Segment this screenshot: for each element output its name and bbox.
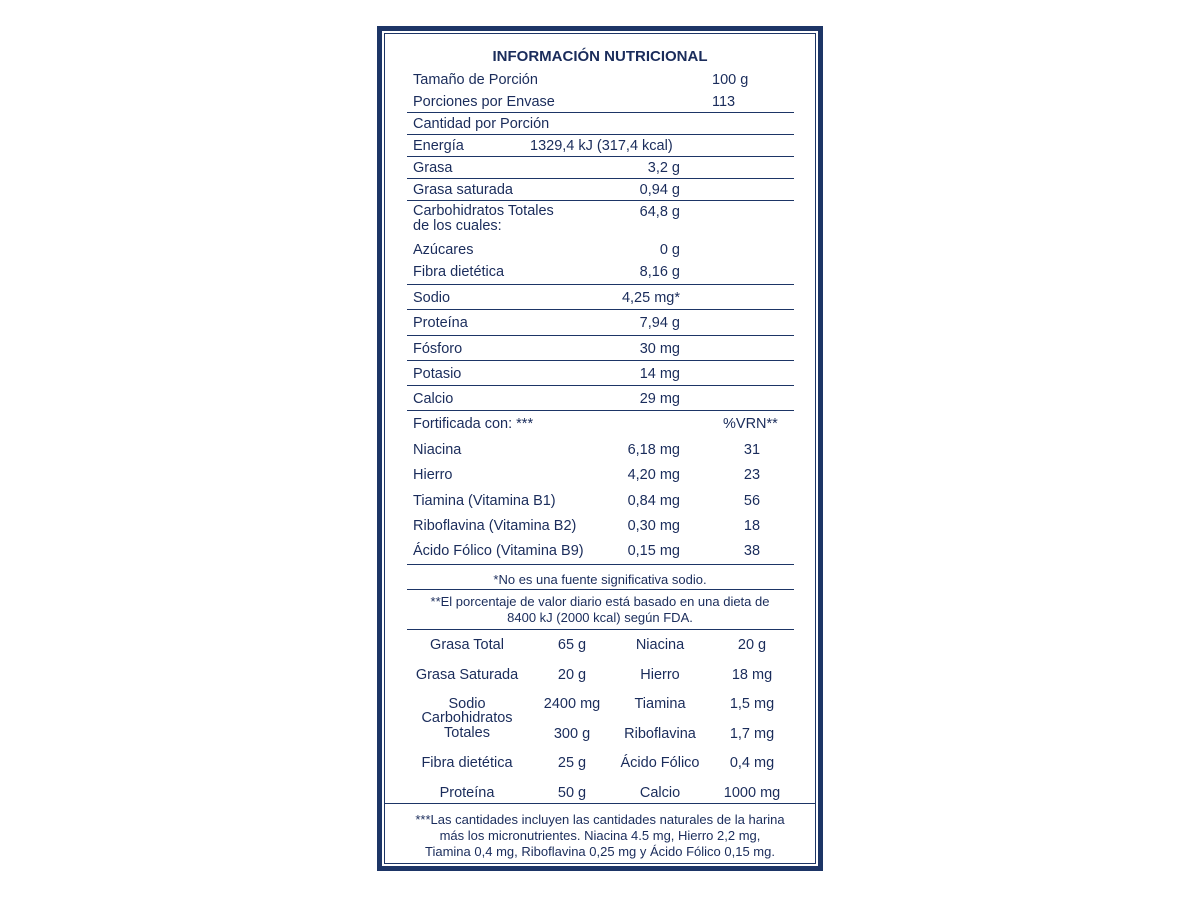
nutrient-value: 7,94 g [639, 315, 680, 331]
ref-nutrient-name: Hierro [640, 667, 680, 683]
fortified-item-value: 0,84 mg [627, 493, 680, 509]
serving-size-label: Tamaño de Porción [413, 72, 538, 88]
divider [407, 200, 794, 201]
ref-nutrient-name: Proteína [439, 785, 495, 801]
fortified-item-label: Ácido Fólico (Vitamina B9) [413, 543, 584, 559]
fortified-item-vrn: 23 [743, 467, 761, 483]
nutrient-label: Carbohidratos Totales [413, 203, 554, 219]
nutrient-label: Potasio [413, 366, 462, 382]
fortified-item-value: 0,30 mg [627, 518, 680, 534]
amount-per-serving: Cantidad por Porción [413, 116, 550, 132]
ref-nutrient-value: 20 g [557, 667, 587, 683]
ref-nutrient-value: 18 mg [731, 667, 773, 683]
divider [407, 134, 794, 135]
nutrient-value: 64,8 g [639, 204, 680, 220]
fortified-item-value: 6,18 mg [627, 442, 680, 458]
panel-title: INFORMACIÓN NUTRICIONAL [492, 48, 708, 65]
fortified-item-vrn: 18 [743, 518, 761, 534]
daily-value-note-line1: **El porcentaje de valor diario está basado en una dieta de [430, 594, 770, 609]
fortified-item-vrn: 38 [743, 543, 761, 559]
nutrient-label: Fibra dietética [413, 264, 505, 280]
divider [407, 385, 794, 386]
ref-nutrient-name: Tiamina [634, 696, 686, 712]
ref-nutrient-name: Riboflavina [624, 726, 696, 742]
ref-nutrient-name: Carbohidratos [421, 710, 513, 726]
fortified-item-label: Tiamina (Vitamina B1) [413, 493, 556, 509]
nutrient-sublabel: de los cuales: [413, 218, 502, 234]
vrn-header: %VRN** [723, 416, 778, 432]
nutrition-facts-panel [377, 26, 823, 871]
footnote-line2: más los micronutrientes. Niacina 4.5 mg, Hierro 2,2 mg, [439, 828, 761, 843]
ref-nutrient-value: 65 g [557, 637, 587, 653]
nutrient-value: 14 mg [639, 366, 680, 382]
nutrient-label: Sodio [413, 290, 451, 306]
ref-nutrient-name: Fibra dietética [421, 755, 513, 771]
nutrient-label: Grasa [413, 160, 453, 176]
fortified-item-vrn: 31 [743, 442, 761, 458]
nutrient-value: 0 g [659, 242, 680, 258]
fortified-item-label: Riboflavina (Vitamina B2) [413, 518, 577, 534]
ref-nutrient-value: 1,7 mg [729, 726, 775, 742]
divider [407, 178, 794, 179]
nutrient-value: 3,2 g [647, 160, 680, 176]
divider [407, 589, 794, 590]
divider [407, 564, 794, 565]
fortified-item-label: Niacina [413, 442, 462, 458]
ref-nutrient-value: 2400 mg [543, 696, 601, 712]
nutrient-value: 0,94 g [639, 182, 680, 198]
ref-nutrient-name: Sodio [448, 696, 486, 712]
ref-nutrient-value: 25 g [557, 755, 587, 771]
divider [407, 335, 794, 336]
divider [407, 410, 794, 411]
energy-value: 1329,4 kJ (317,4 kcal) [530, 138, 673, 154]
fortified-item-vrn: 56 [743, 493, 761, 509]
ref-nutrient-name: Niacina [635, 637, 685, 653]
fortified-item-label: Hierro [413, 467, 453, 483]
fortified-item-value: 4,20 mg [627, 467, 680, 483]
nutrient-label: Proteína [413, 315, 468, 331]
servings-per-pack-value: 113 [712, 94, 736, 110]
divider [407, 360, 794, 361]
nutrient-value: 29 mg [639, 391, 680, 407]
divider [407, 156, 794, 157]
nutrient-label: Grasa saturada [413, 182, 513, 198]
nutrient-label: Calcio [413, 391, 454, 407]
ref-nutrient-name: Grasa Total [430, 637, 504, 653]
ref-nutrient-value: 50 g [557, 785, 587, 801]
nutrient-label: Fósforo [413, 341, 463, 357]
ref-nutrient-name: Calcio [639, 785, 681, 801]
sodium-note: *No es una fuente significativa sodio. [493, 572, 707, 587]
servings-per-pack-label: Porciones por Envase [413, 94, 555, 110]
fortified-item-value: 0,15 mg [627, 543, 680, 559]
nutrient-value: 30 mg [639, 341, 680, 357]
energy-label: Energía [413, 138, 464, 154]
nutrient-value: 4,25 mg* [621, 290, 680, 306]
nutrient-label: Azúcares [413, 242, 474, 258]
divider [384, 803, 816, 804]
divider [407, 284, 794, 285]
ref-nutrient-name-line2: Totales [444, 725, 490, 741]
footnote-line3: Tiamina 0,4 mg, Riboflavina 0,25 mg y Ácido Fólico 0,15 mg. [425, 844, 775, 859]
fortified-label: Fortificada con: *** [413, 416, 534, 432]
daily-value-note-line2: 8400 kJ (2000 kcal) según FDA. [507, 610, 693, 625]
serving-size-value: 100 g [712, 72, 749, 88]
nutrient-value: 8,16 g [639, 264, 680, 280]
divider [407, 629, 794, 630]
divider [407, 112, 794, 113]
ref-nutrient-value: 300 g [553, 726, 591, 742]
ref-nutrient-value: 1,5 mg [729, 696, 775, 712]
ref-nutrient-name: Ácido Fólico [620, 755, 700, 771]
ref-nutrient-name: Grasa Saturada [415, 667, 519, 683]
divider [407, 309, 794, 310]
footnote-line1: ***Las cantidades incluyen las cantidades naturales de la harina [415, 812, 785, 827]
ref-nutrient-value: 1000 mg [723, 785, 781, 801]
ref-nutrient-value: 0,4 mg [729, 755, 775, 771]
ref-nutrient-value: 20 g [737, 637, 767, 653]
